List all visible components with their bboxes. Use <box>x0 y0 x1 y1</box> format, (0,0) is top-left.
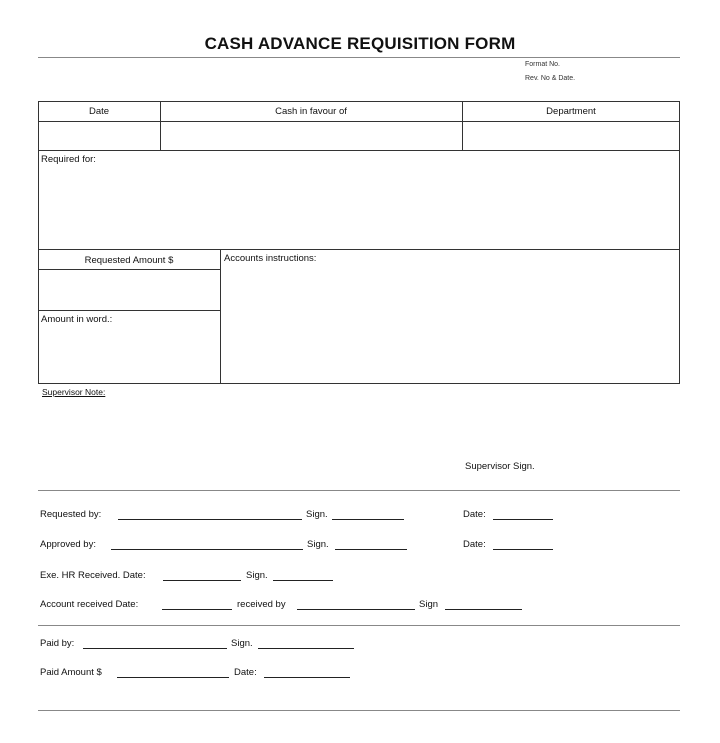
section-divider <box>38 625 680 626</box>
approved-sign-blank[interactable] <box>335 549 407 550</box>
exe-hr-date-blank[interactable] <box>163 580 241 581</box>
title-divider <box>38 57 680 58</box>
requested-amount-divider <box>38 269 220 270</box>
rev-no-date-label: Rev. No & Date. <box>525 75 576 82</box>
supervisor-sign-label: Supervisor Sign. <box>465 461 535 472</box>
sign-label: Sign. <box>306 509 328 520</box>
date-header: Date <box>88 106 110 117</box>
account-sign-blank[interactable] <box>445 609 522 610</box>
department-field[interactable] <box>464 123 678 148</box>
requested-date-blank[interactable] <box>493 519 553 520</box>
amount-in-word-label: Amount in word.: <box>41 314 113 325</box>
approved-by-blank[interactable] <box>111 549 303 550</box>
required-for-label: Required for: <box>41 154 96 165</box>
exe-hr-received-label: Exe. HR Received. Date: <box>40 570 146 581</box>
format-no-label: Format No. <box>525 61 561 68</box>
bottom-divider <box>38 710 680 711</box>
section-divider <box>38 490 680 491</box>
date-label: Date: <box>463 509 486 520</box>
supervisor-note-field[interactable] <box>40 400 680 455</box>
account-received-date-blank[interactable] <box>162 609 232 610</box>
amount-in-word-field[interactable] <box>40 326 218 382</box>
department-header: Department <box>546 106 596 117</box>
paid-by-label: Paid by: <box>40 638 75 649</box>
sign-label: Sign <box>419 599 439 610</box>
requested-by-blank[interactable] <box>118 519 302 520</box>
received-by-blank[interactable] <box>297 609 415 610</box>
table-row-divider <box>38 150 680 151</box>
cash-favour-header: Cash in favour of <box>275 106 347 117</box>
cash-favour-field[interactable] <box>162 123 460 148</box>
accounts-instructions-field[interactable] <box>222 265 678 382</box>
required-for-field[interactable] <box>40 166 678 246</box>
paid-date-blank[interactable] <box>264 677 350 678</box>
sign-label: Sign. <box>307 539 329 550</box>
paid-sign-blank[interactable] <box>258 648 354 649</box>
amount-word-divider <box>38 310 220 311</box>
table-header-divider <box>38 121 680 122</box>
date-field[interactable] <box>40 123 158 148</box>
sign-label: Sign. <box>231 638 253 649</box>
supervisor-note-label: Supervisor Note: <box>42 387 106 397</box>
requested-sign-blank[interactable] <box>332 519 404 520</box>
exe-hr-sign-blank[interactable] <box>273 580 333 581</box>
requested-amount-label: Requested Amount $ <box>84 255 174 266</box>
form-title: CASH ADVANCE REQUISITION FORM <box>204 34 516 53</box>
requested-by-label: Requested by: <box>40 509 102 520</box>
amount-col-divider <box>220 249 221 384</box>
approved-by-label: Approved by: <box>40 539 96 550</box>
approved-date-blank[interactable] <box>493 549 553 550</box>
paid-amount-label: Paid Amount $ <box>40 667 102 678</box>
paid-by-blank[interactable] <box>83 648 227 649</box>
date-label: Date: <box>234 667 257 678</box>
required-for-divider <box>38 249 680 250</box>
date-label: Date: <box>463 539 486 550</box>
accounts-instructions-label: Accounts instructions: <box>224 253 317 264</box>
account-received-date-label: Account received Date: <box>40 599 139 610</box>
received-by-label: received by <box>237 599 286 610</box>
paid-amount-blank[interactable] <box>117 677 229 678</box>
requested-amount-field[interactable] <box>40 271 218 308</box>
sign-label: Sign. <box>246 570 268 581</box>
